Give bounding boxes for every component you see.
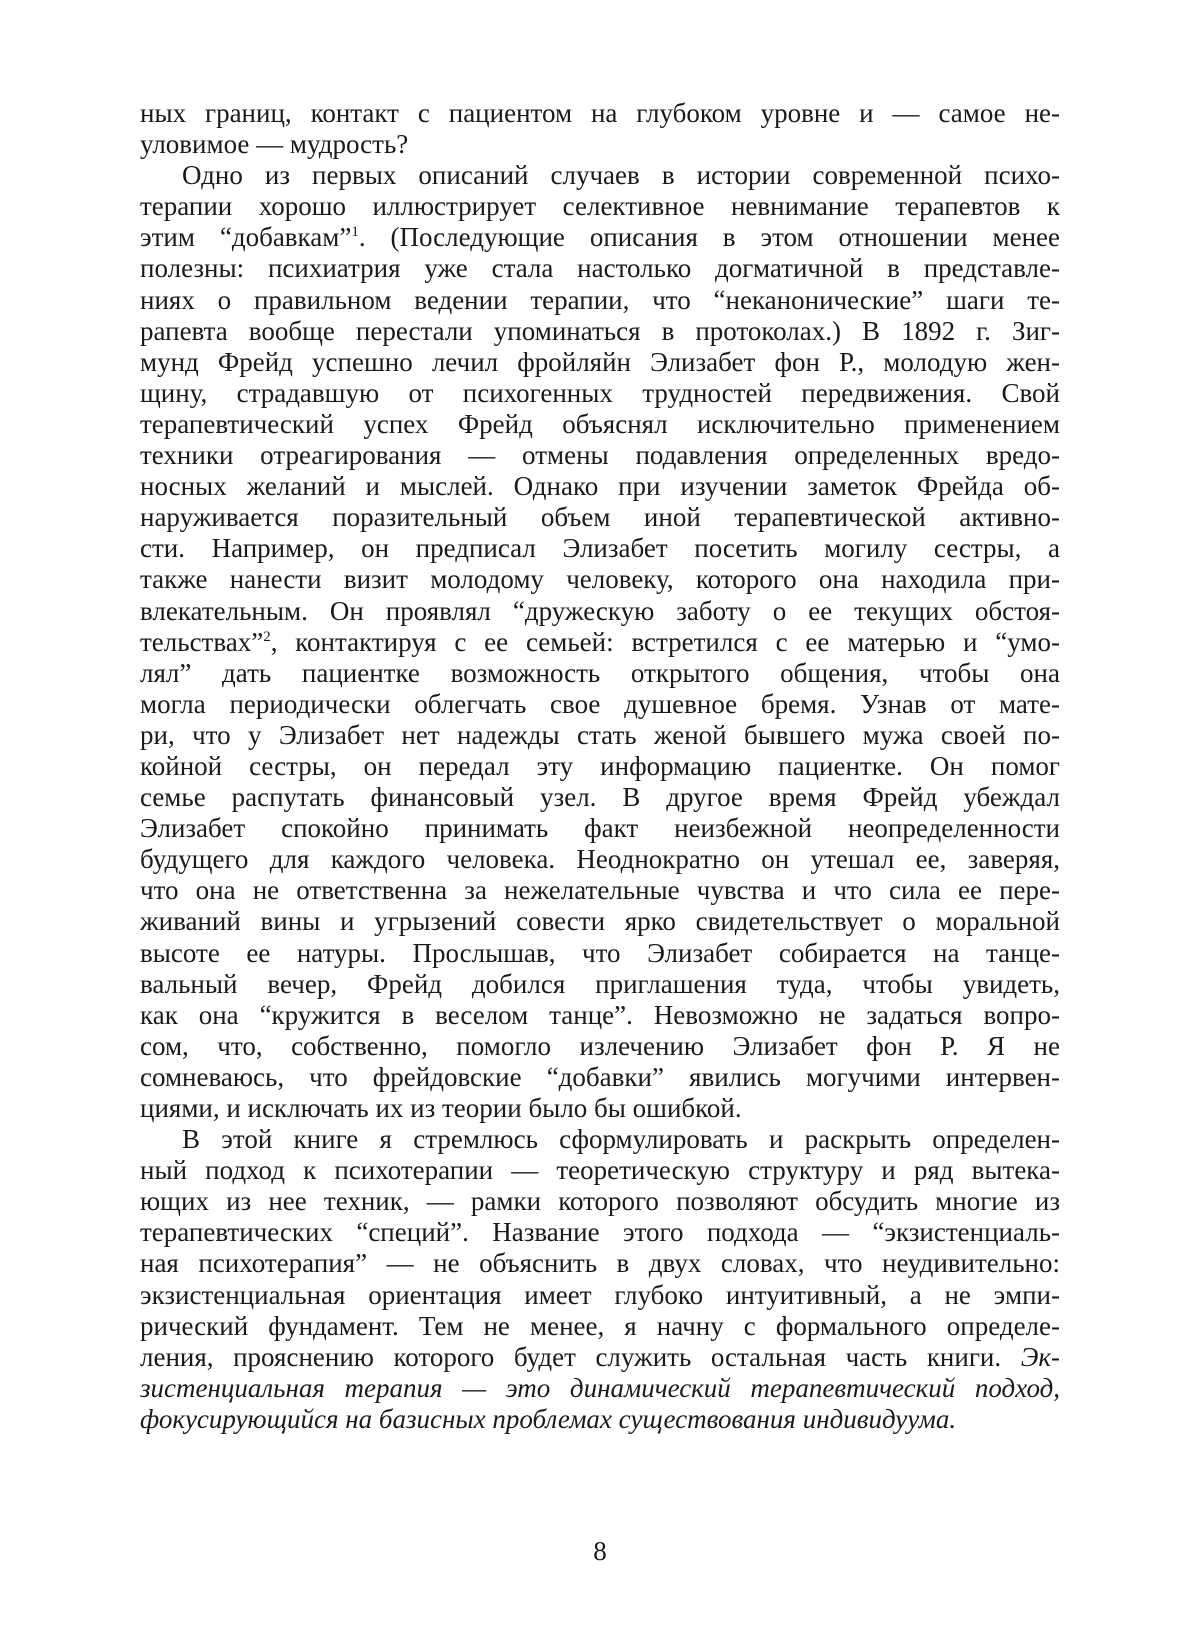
definition-italic-line: фокусирующийся на базисных проблемах существования индивидуума. xyxy=(140,1403,957,1434)
text-line: ри, что у Элизабет нет надежды стать женой бывшего мужа своей по- xyxy=(140,719,1060,750)
text-fragment: тельствах” xyxy=(140,626,264,657)
text-line: циями, и исключать их из теории было бы ошибкой. xyxy=(140,1093,742,1123)
page-number: 8 xyxy=(593,1536,607,1566)
text-line: высоте ее натуры. Прослышав, что Элизабет собирается на танце- xyxy=(140,937,1060,968)
text-line: сти. Например, он предписал Элизабет посетить могилу сестры, а xyxy=(140,533,1060,564)
text-line: ных границ, контакт с пациентом на глубоком уровне и — самое не- xyxy=(140,98,1060,128)
text-line xyxy=(140,222,1060,253)
text-line xyxy=(140,627,1060,658)
text-line: также нанести визит молодому человеку, которого она находила при- xyxy=(140,564,1060,595)
text-line: семье распутать финансовый узел. В другое время Фрейд убеждал xyxy=(140,782,1060,813)
text-line: ная психотерапия” — не объяснить в двух словах, что неудивительно: xyxy=(140,1248,1060,1279)
text-line: экзистенциальная ориентация имеет глубоко интуитивный, а не эмпи- xyxy=(140,1279,1060,1310)
text-line: лял” дать пациентке возможность открытого общения, чтобы она xyxy=(140,657,1060,688)
text-line: влекательным. Он проявлял “дружескую заботу о ее текущих обстоя- xyxy=(140,595,1060,626)
text-line: как она “кружится в веселом танце”. Невозможно не задаться вопро- xyxy=(140,999,1060,1030)
footnote-marker: 2 xyxy=(263,628,271,645)
text-line: ющих из нее техник, — рамки которого позволяют обсудить многие из xyxy=(140,1186,1060,1217)
text-line: вальный вечер, Фрейд добился приглашения туда, чтобы увидеть, xyxy=(140,968,1060,999)
text-line: терапевтических “специй”. Название этого подхода — “экзистенциаль- xyxy=(140,1217,1060,1248)
paragraph-freud-case xyxy=(140,160,1060,1124)
text-line: Элизабет спокойно принимать факт неизбежной неопределенности xyxy=(140,813,1060,844)
text-line: живаний вины и угрызений совести ярко свидетельствует о моральной xyxy=(140,906,1060,937)
document-page xyxy=(140,98,1060,1435)
text-line: ниях о правильном ведении терапии, что “неканонические” шаги те- xyxy=(140,284,1060,315)
footnote-marker: 1 xyxy=(351,224,359,241)
paragraph-continuation xyxy=(140,98,1060,160)
text-fragment: ления, прояснению которого будет служить остальная часть книги. xyxy=(140,1341,1021,1372)
paragraph-existential-therapy xyxy=(140,1124,1060,1435)
text-line: рапевта вообще перестали упоминаться в протоколах.) В 1892 г. Зиг- xyxy=(140,315,1060,346)
text-line: носных желаний и мыслей. Однако при изучении заметок Фрейда об- xyxy=(140,471,1060,502)
text-line: терапевтический успех Фрейд объяснял исключительно применением xyxy=(140,408,1060,439)
text-line: ный подход к психотерапии — теоретическую структуру и ряд вытека- xyxy=(140,1155,1060,1186)
text-line: терапии хорошо иллюстрирует селективное невнимание терапевтов к xyxy=(140,191,1060,222)
text-line: сом, что, собственно, помогло излечению Элизабет фон Р. Я не xyxy=(140,1030,1060,1061)
text-line: В этой книге я стремлюсь сформулировать и раскрыть определен- xyxy=(182,1124,1060,1155)
text-line: рический фундамент. Тем не менее, я начну с формального определе- xyxy=(140,1310,1060,1341)
text-line: что она не ответственна за нежелательные чувства и что сила ее пере- xyxy=(140,875,1060,906)
text-line: уловимое — мудрость? xyxy=(140,129,409,160)
text-line: техники отреагирования — отмены подавления определенных вредо- xyxy=(140,440,1060,471)
definition-italic-fragment: Эк- xyxy=(1020,1341,1060,1372)
text-line xyxy=(140,1342,1060,1373)
text-fragment: , контактируя с ее семьей: встретился с ее матерью и “умо- xyxy=(270,626,1060,657)
text-line: наруживается поразительный объем иной терапевтической активно- xyxy=(140,502,1060,533)
text-line: щину, страдавшую от психогенных трудностей передвижения. Свой xyxy=(140,377,1060,408)
text-line: могла периодически облегчать свое душевное бремя. Узнав от мате- xyxy=(140,688,1060,719)
text-line: полезны: психиатрия уже стала настолько догматичной в представле- xyxy=(140,253,1060,284)
text-fragment: . (Последующие описания в этом отношении менее xyxy=(358,222,1060,253)
text-line: будущего для каждого человека. Неоднократно он утешал ее, заверяя, xyxy=(140,844,1060,875)
text-line: Одно из первых описаний случаев в истории современной психо- xyxy=(182,160,1060,191)
definition-italic-line: зистенциальная терапия — это динамический терапевтический подход, xyxy=(140,1372,1060,1403)
text-line: мунд Фрейд успешно лечил фройляйн Элизабет фон Р., молодую жен- xyxy=(140,346,1060,377)
text-line: сомневаюсь, что фрейдовские “добавки” явились могучими интервен- xyxy=(140,1061,1060,1092)
text-fragment: этим “добавкам” xyxy=(140,222,352,253)
text-line: койной сестры, он передал эту информацию пациентке. Он помог xyxy=(140,750,1060,781)
